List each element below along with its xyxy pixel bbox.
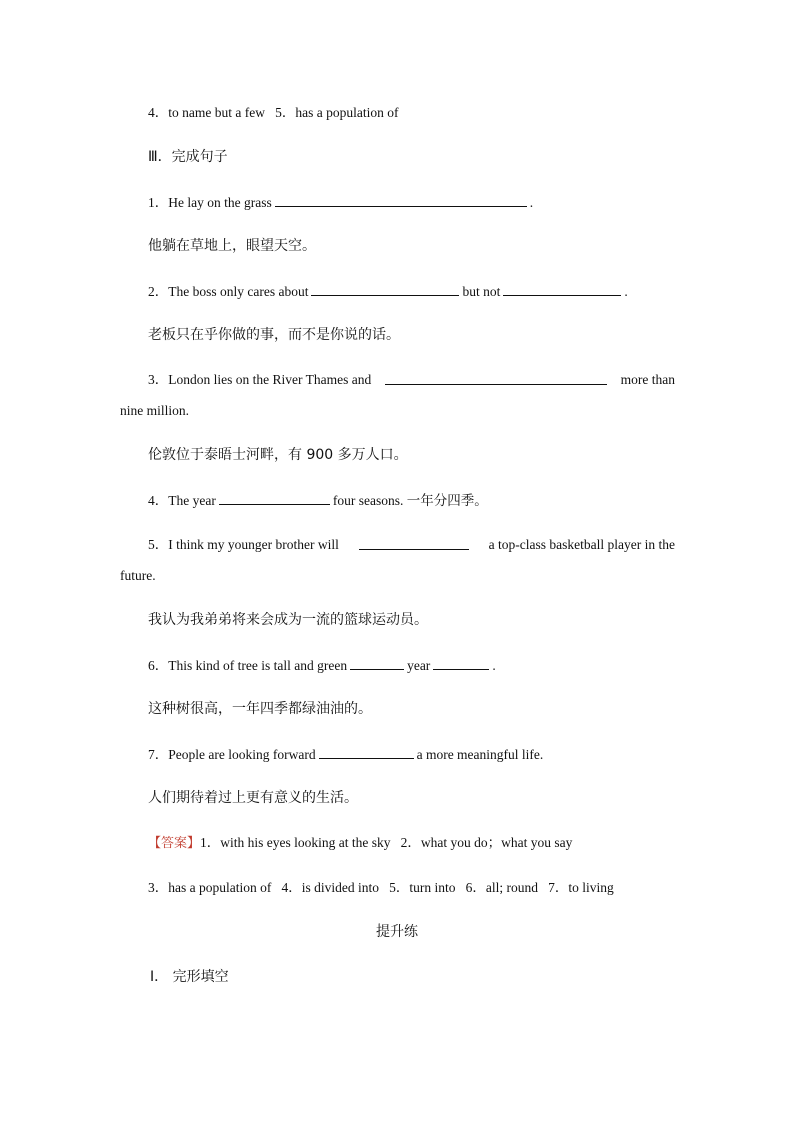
question-1-end: . <box>529 195 534 210</box>
question-2-mid: but not <box>462 284 501 299</box>
section-title: 提升练 <box>376 924 418 940</box>
answer-blank[interactable] <box>359 537 469 550</box>
section-heading-1: Ⅰ． 完形填空 <box>150 969 229 985</box>
question-3-translation: 伦敦位于泰晤士河畔，有 900 多万人口。 <box>148 447 408 463</box>
question-1-translation: 他躺在草地上，眼望天空。 <box>148 238 316 254</box>
question-7 <box>148 746 543 763</box>
answer-blank[interactable] <box>319 746 414 759</box>
answer-key-line-1 <box>148 835 572 852</box>
question-6-end: . <box>492 658 496 673</box>
question-1-text: 1．He lay on the grass <box>148 195 272 210</box>
question-2-translation: 老板只在乎你做的事，而不是你说的话。 <box>148 327 400 343</box>
question-2-end: . <box>624 284 628 299</box>
answer-key-text-1: 1．with his eyes looking at the sky 2．what you do；what you say <box>200 835 573 850</box>
answer-label: 【答案】 <box>148 836 201 851</box>
question-5 <box>148 537 675 553</box>
answer-blank[interactable] <box>219 492 330 505</box>
question-5-text: 5．I think my younger brother will <box>148 537 339 552</box>
question-7-translation: 人们期待着过上更有意义的生活。 <box>148 790 358 806</box>
answer-blank[interactable] <box>311 283 459 296</box>
question-5-mid: a top-class basketball player in the <box>488 537 675 552</box>
question-7-text: 7．People are looking forward <box>148 747 316 762</box>
question-4-text: 4．The year <box>148 493 216 508</box>
question-6 <box>148 657 496 674</box>
question-6-translation: 这种树很高，一年四季都绿油油的。 <box>148 701 372 717</box>
answer-blank[interactable] <box>433 657 489 670</box>
question-6-mid: year <box>407 658 431 673</box>
question-1 <box>148 194 533 211</box>
question-3-cont: nine million. <box>120 403 189 418</box>
prev-answer-line: 4．to name but a few 5．has a population of <box>148 105 399 120</box>
question-5-translation: 我认为我弟弟将来会成为一流的篮球运动员。 <box>148 612 428 628</box>
answer-blank[interactable] <box>385 372 607 385</box>
section-heading-3: Ⅲ．完成句子 <box>148 149 228 165</box>
answer-blank[interactable] <box>350 657 404 670</box>
answer-key-line-2: 3．has a population of 4．is divided into 5．turn into 6．all; round 7．to living <box>148 880 614 895</box>
answer-blank[interactable] <box>275 194 527 207</box>
question-7-end: a more meaningful life. <box>416 747 544 762</box>
question-3-text: 3．London lies on the River Thames and <box>148 372 372 387</box>
question-4 <box>148 492 488 509</box>
question-3 <box>148 372 675 388</box>
question-2 <box>148 283 628 300</box>
question-3-mid: more than <box>620 372 675 387</box>
question-4-end: four seasons. 一年分四季。 <box>332 493 488 508</box>
question-2-text: 2．The boss only cares about <box>148 284 309 299</box>
question-5-cont: future. <box>120 568 156 583</box>
answer-blank[interactable] <box>503 283 621 296</box>
question-6-text: 6．This kind of tree is tall and green <box>148 658 348 673</box>
